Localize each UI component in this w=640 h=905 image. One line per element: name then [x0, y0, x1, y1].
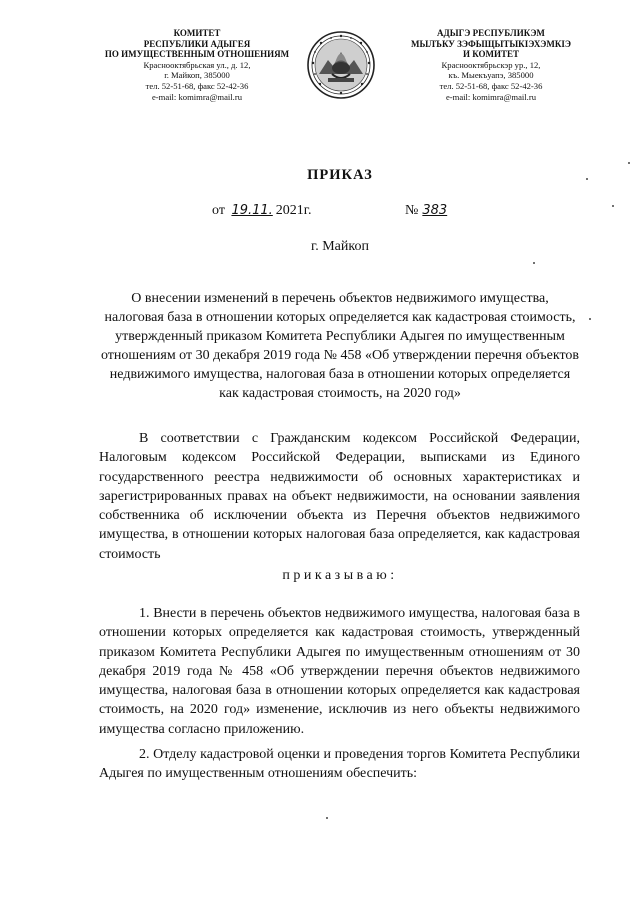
document-date [212, 203, 311, 219]
scan-speck [612, 205, 614, 207]
scan-speck [533, 262, 535, 264]
handwritten-number: 383 [422, 203, 448, 218]
org-name-adyghe-line1: АДЫГЭ РЕСПУБЛИКЭМ [437, 28, 545, 38]
org-name-adyghe-line2: МЫЛЪКУ ЗЭФЫЩЫТЫКІЭХЭМКІЭ [411, 38, 571, 49]
address-adyghe-line2: къ. Мыекъуапэ, 385000 [448, 70, 534, 81]
document-number [405, 203, 451, 219]
org-name-line2: РЕСПУБЛИКИ АДЫГЕЯ [143, 38, 251, 49]
scan-speck [326, 817, 328, 819]
scan-speck [628, 162, 630, 164]
scan-speck [589, 318, 591, 320]
scan-speck [586, 178, 588, 180]
city-line: г. Майкоп [311, 239, 369, 254]
header-right-block [382, 28, 600, 102]
date-prefix: от [212, 203, 225, 218]
document-type-title: ПРИКАЗ [307, 167, 373, 183]
email-line: e-mail: komimra@mail.ru [151, 91, 242, 102]
order-word: приказываю: [282, 568, 398, 583]
address-line1: Краснооктябрьская ул., д. 12, [143, 59, 251, 70]
org-name-adyghe-line3: И КОМИТЕТ [462, 49, 520, 60]
header-left-block [86, 28, 308, 102]
republic-emblem-icon [306, 30, 376, 100]
email-adyghe-line: e-mail: komimra@mail.ru [445, 91, 536, 102]
org-name-line1: КОМИТЕТ [173, 28, 221, 38]
date-year: 2021г. [275, 203, 312, 218]
order-item-2: 2. Отделу кадастровой оценки и проведения торгов Комитета Республики Адыгея по имущественным отношениям обеспечить: [99, 747, 580, 782]
org-name-line3: ПО ИМУЩЕСТВЕННЫМ ОТНОШЕНИЯМ [104, 49, 290, 60]
phone-line: тел. 52-51-68, факс 52-42-36 [145, 80, 249, 91]
handwritten-date: 19.11. [231, 203, 273, 218]
address-adyghe-line1: Краснооктябрьскэр ур., 12, [441, 59, 541, 70]
number-sign: № [405, 203, 419, 218]
order-item-1: 1. Внести в перечень объектов недвижимого имущества, налоговая база в отношении которых определяется как кадастровая стоимость, утвержденный приказом Комитета Республики Адыгея по имущественным отношениям от 30 декабря 2019 года № 458 «Об утверждении перечня объектов недвижимого имущества, налоговая база в отношении которых определяется как кадастровая стоимость, на 2020 год» изменение, исключив из него объекты недвижимого имущества согласно приложению. [99, 606, 580, 737]
phone-adyghe-line: тел. 52-51-68, факс 52-42-36 [439, 80, 543, 91]
preamble-paragraph: В соответствии с Гражданским кодексом Российской Федерации, Налоговым кодексом Российской Федерации, выписками из Единого государственного реестра недвижимости об основных характеристиках и зарегистрированных правах на объект недвижимости, на основании заявления собственника об исключении объекта из Перечня объектов недвижимого имущества, в отношении которых налоговая база определяется, как кадастровая стоимость [99, 431, 580, 562]
document-subject: О внесении изменений в перечень объектов недвижимого имущества, налоговая база в отношении которых определяется как кадастровая стоимость, утвержденный приказом Комитета Республики Адыгея по имущественным отношениям от 30 декабря 2019 года № 458 «Об утверждении перечня объектов недвижимого имущества, налоговая база в отношении которых определяется как кадастровая стоимость, на 2020 год» [100, 291, 580, 401]
address-line2: г. Майкоп, 385000 [164, 70, 230, 81]
